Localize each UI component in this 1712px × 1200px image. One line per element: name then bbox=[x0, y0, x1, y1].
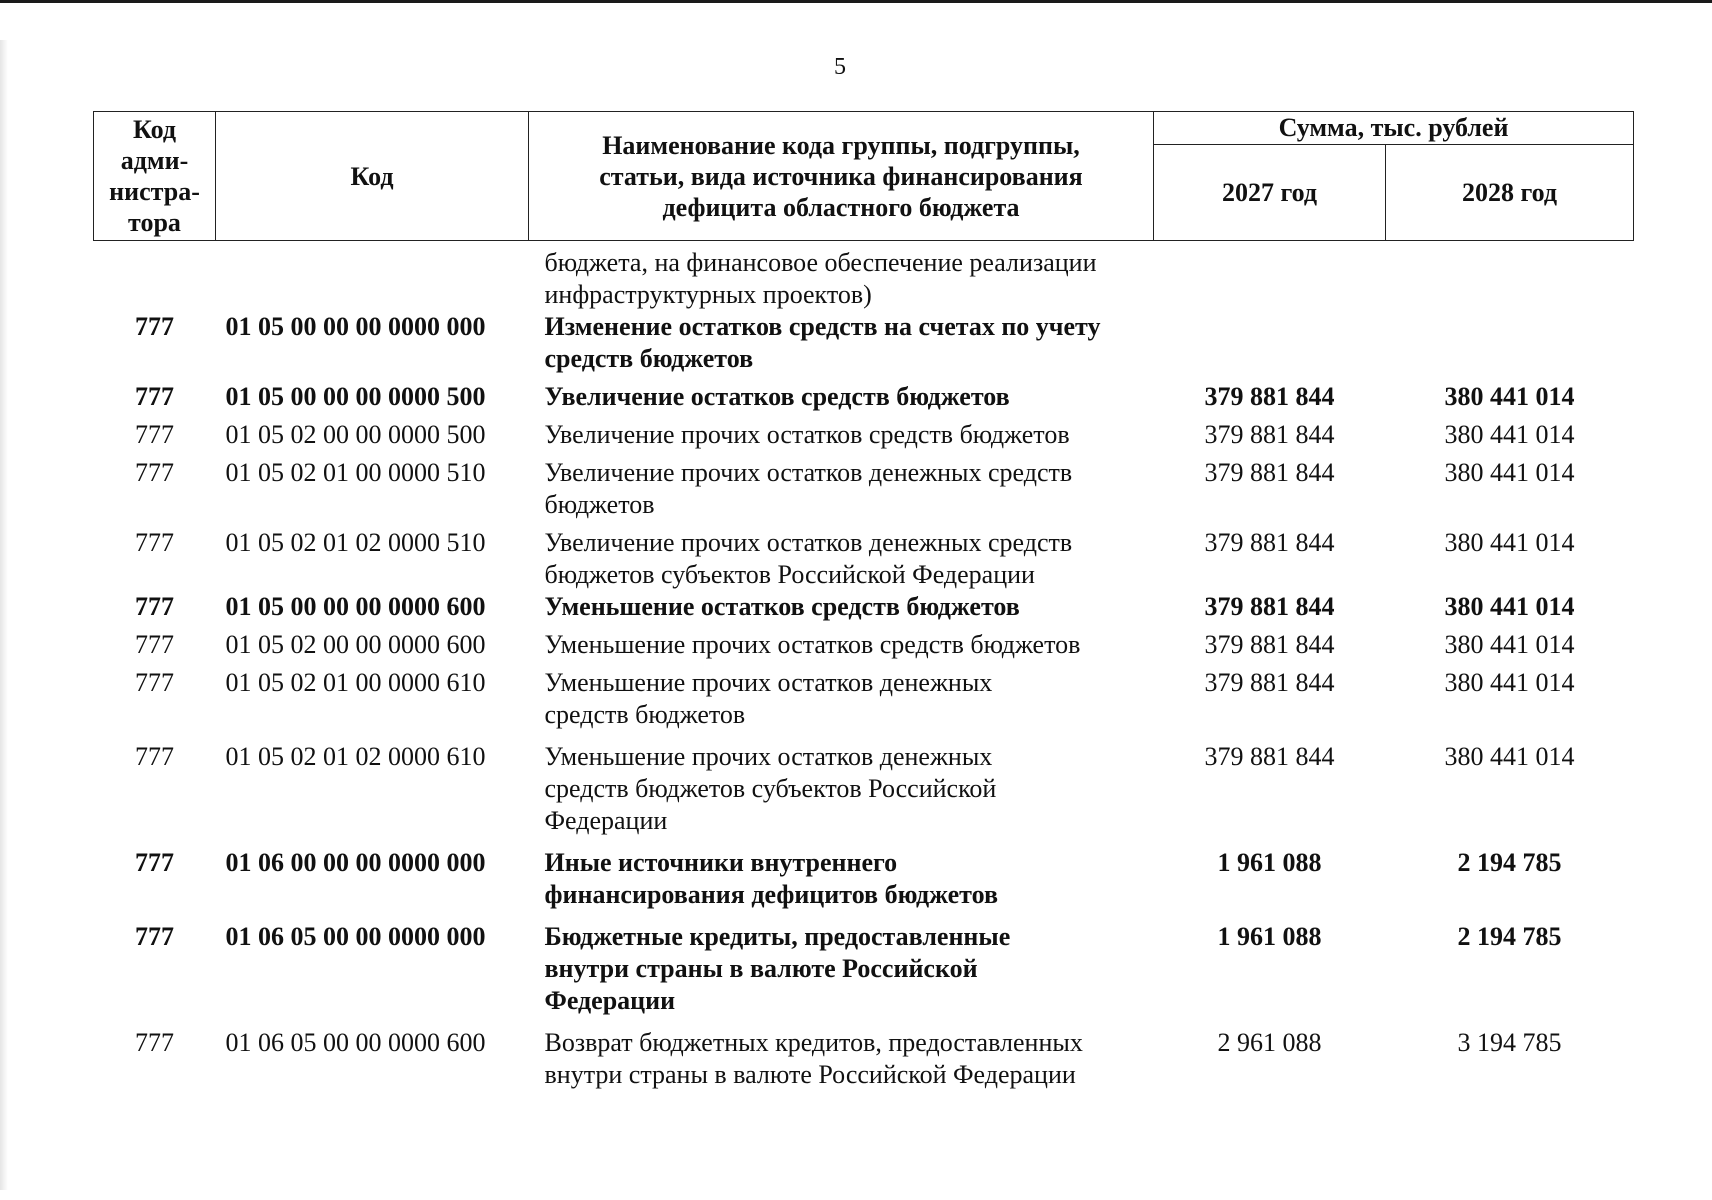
cell-code bbox=[216, 247, 529, 311]
cell-name: бюджета, на финансовое обеспечение реализации инфраструктурных проектов) bbox=[544, 248, 1097, 309]
cell-2027: 379 881 844 bbox=[1204, 420, 1335, 449]
cell-2028: 380 441 014 bbox=[1444, 458, 1575, 487]
cell-admin: 777 bbox=[135, 592, 174, 621]
table-row bbox=[94, 451, 1634, 521]
table-row bbox=[94, 521, 1634, 591]
header-code: Код bbox=[216, 112, 529, 241]
cell-2028 bbox=[1386, 311, 1634, 375]
cell-code: 01 05 02 01 02 0000 610 bbox=[225, 742, 486, 771]
table-header bbox=[94, 112, 1634, 241]
cell-2027: 2 961 088 bbox=[1217, 1028, 1322, 1057]
page-number: 5 bbox=[834, 54, 846, 80]
table-row bbox=[94, 661, 1634, 731]
scan-top-border bbox=[0, 0, 1712, 3]
cell-name: Иные источники внутреннего финансирования дефицитов бюджетов bbox=[544, 848, 999, 909]
scan-left-edge bbox=[0, 40, 8, 1190]
cell-2028: 380 441 014 bbox=[1444, 420, 1575, 449]
cell-name: Уменьшение прочих остатков денежных средств бюджетов bbox=[544, 668, 993, 729]
cell-2027: 379 881 844 bbox=[1204, 592, 1335, 621]
cell-2027: 379 881 844 bbox=[1204, 382, 1335, 411]
cell-code: 01 05 02 00 00 0000 500 bbox=[225, 420, 486, 449]
cell-admin: 777 bbox=[135, 742, 174, 771]
cell-2027: 379 881 844 bbox=[1204, 458, 1335, 487]
cell-2027 bbox=[1154, 311, 1386, 375]
cell-name: Увеличение прочих остатков денежных средств бюджетов субъектов Российской Федерации bbox=[544, 528, 1073, 589]
cell-code: 01 05 02 00 00 0000 600 bbox=[225, 630, 486, 659]
cell-name: Возврат бюджетных кредитов, предоставленных внутри страны в валюте Российской Федерации bbox=[544, 1028, 1083, 1089]
cell-code: 01 05 02 01 00 0000 610 bbox=[225, 668, 486, 697]
cell-2028: 380 441 014 bbox=[1444, 528, 1575, 557]
cell-2027: 379 881 844 bbox=[1204, 630, 1335, 659]
cell-admin: 777 bbox=[135, 1028, 174, 1057]
table-row bbox=[94, 311, 1634, 375]
cell-admin: 777 bbox=[135, 420, 174, 449]
cell-code: 01 05 02 01 02 0000 510 bbox=[225, 528, 486, 557]
cell-2028 bbox=[1386, 247, 1634, 311]
cell-name: Увеличение остатков средств бюджетов bbox=[544, 382, 1010, 411]
cell-code: 01 05 00 00 00 0000 600 bbox=[225, 592, 486, 621]
header-admin-code bbox=[94, 112, 216, 241]
cell-admin bbox=[94, 247, 216, 311]
cell-code: 01 06 05 00 00 0000 000 bbox=[225, 922, 486, 951]
table-row bbox=[94, 247, 1634, 311]
cell-admin: 777 bbox=[135, 528, 174, 557]
table-row bbox=[94, 731, 1634, 837]
header-sum: Сумма, тыс. рублей bbox=[1154, 112, 1634, 145]
cell-2028: 2 194 785 bbox=[1457, 848, 1562, 877]
cell-name: Увеличение прочих остатков денежных средств бюджетов bbox=[544, 458, 1073, 519]
cell-2028: 3 194 785 bbox=[1457, 1028, 1562, 1057]
cell-name: Изменение остатков средств на счетах по учету средств бюджетов bbox=[544, 312, 1101, 373]
table-row bbox=[94, 623, 1634, 661]
cell-2028: 380 441 014 bbox=[1444, 668, 1575, 697]
cell-name: Уменьшение остатков средств бюджетов bbox=[544, 592, 1020, 621]
cell-name: Уменьшение прочих остатков средств бюджетов bbox=[544, 630, 1081, 659]
cell-name: Бюджетные кредиты, предоставленные внутри страны в валюте Российской Федерации bbox=[544, 922, 1011, 1015]
table-body bbox=[94, 241, 1634, 1092]
table-row bbox=[94, 1017, 1634, 1091]
cell-2027: 1 961 088 bbox=[1217, 922, 1322, 951]
cell-2027 bbox=[1154, 247, 1386, 311]
cell-admin: 777 bbox=[135, 382, 174, 411]
cell-2028: 380 441 014 bbox=[1444, 592, 1575, 621]
cell-2028: 380 441 014 bbox=[1444, 630, 1575, 659]
cell-2027: 379 881 844 bbox=[1204, 668, 1335, 697]
cell-2027: 379 881 844 bbox=[1204, 742, 1335, 771]
cell-admin: 777 bbox=[135, 630, 174, 659]
budget-sources-table bbox=[93, 111, 1634, 1091]
cell-admin: 777 bbox=[135, 848, 174, 877]
table-row bbox=[94, 591, 1634, 623]
cell-2028: 2 194 785 bbox=[1457, 922, 1562, 951]
header-year-2028: 2028 год bbox=[1386, 144, 1634, 241]
cell-code: 01 05 00 00 00 0000 000 bbox=[225, 312, 486, 341]
header-name: Наименование кода группы, подгруппы, статьи, вида источника финансирования дефицита областного бюджета bbox=[529, 112, 1154, 241]
cell-name: Увеличение прочих остатков средств бюджетов bbox=[544, 420, 1070, 449]
table-row bbox=[94, 413, 1634, 451]
cell-admin: 777 bbox=[135, 668, 174, 697]
header-admin-code-label: Код адми-нистра-тора bbox=[109, 115, 200, 237]
cell-2027: 1 961 088 bbox=[1217, 848, 1322, 877]
header-year-2027: 2027 год bbox=[1154, 144, 1386, 241]
cell-code: 01 06 00 00 00 0000 000 bbox=[225, 848, 486, 877]
cell-2028: 380 441 014 bbox=[1444, 382, 1575, 411]
cell-name: Уменьшение прочих остатков денежных средств бюджетов субъектов Российской Федерации bbox=[544, 742, 997, 835]
cell-code: 01 06 05 00 00 0000 600 bbox=[225, 1028, 486, 1057]
cell-2027: 379 881 844 bbox=[1204, 528, 1335, 557]
cell-code: 01 05 00 00 00 0000 500 bbox=[225, 382, 486, 411]
table-row bbox=[94, 375, 1634, 413]
table-row bbox=[94, 911, 1634, 1017]
cell-admin: 777 bbox=[135, 458, 174, 487]
cell-admin: 777 bbox=[135, 922, 174, 951]
cell-code: 01 05 02 01 00 0000 510 bbox=[225, 458, 486, 487]
cell-2028: 380 441 014 bbox=[1444, 742, 1575, 771]
cell-admin: 777 bbox=[135, 312, 174, 341]
table-row bbox=[94, 837, 1634, 911]
